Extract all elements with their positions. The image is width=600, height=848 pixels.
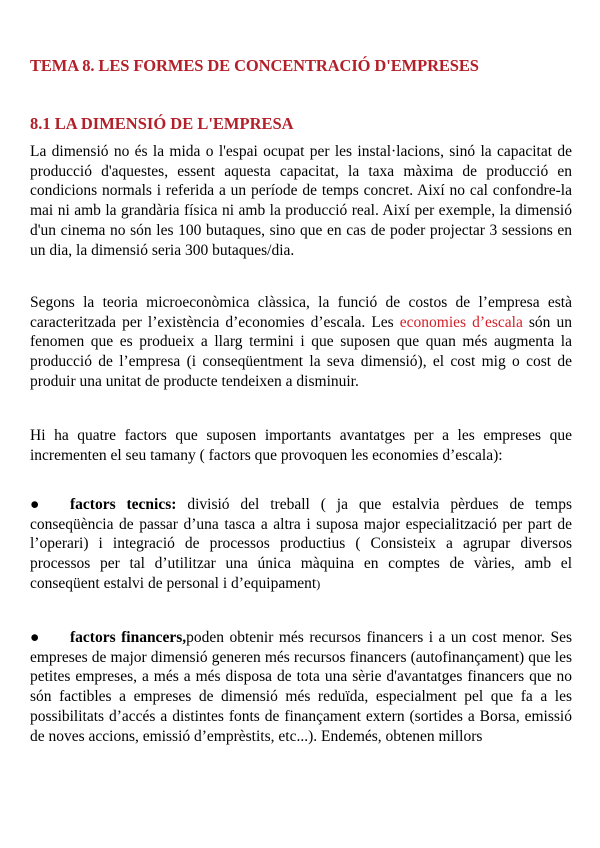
paragraph3-text: Hi ha quatre factors que suposen importants avantatges per a les empreses que incrementen el seu tamany ( factors que provoquen les economies d’escala): [30, 427, 572, 464]
bullet2-text: poden obtenir més recursos financers i a un cost menor. Ses empreses de major dimensió generen més recursos financers (autofinançament) que les petites empreses, a més a més disposa de tota una sèrie d'avantatges financers que no són factibles a empreses de dimensió més reduïda, especialment pel que fa a les possibilitats d’accés a distintes fonts de finançament extern (sortides a Borsa, emissió de noves accions, emissió d’emprèstits, etc...). Endemés, obtenen millors [30, 629, 572, 745]
section-heading: 8.1 LA DIMENSIÓ DE L'EMPRESA [30, 114, 294, 133]
paragraph-economies-of-scale [30, 293, 572, 392]
bullet1-close: ) [316, 576, 321, 591]
bullet-marker: ● [30, 629, 40, 646]
paragraph2-text-before: Segons la teoria microeconòmica clàssica, la funció de costos de l’empresa està caracteritzada per l’existència d’economies d’escala. Les [30, 294, 572, 331]
bullet-technical-factors [30, 495, 572, 595]
paragraph-four-factors [30, 426, 572, 465]
bullet1-term: factors tecnics: [70, 496, 177, 513]
bullet-marker: ● [30, 496, 40, 513]
paragraph2-text-after: són un fenomen que es produeix a llarg termini i que suposen que quan més augmenta la producció de l’empresa (i conseqüentment la seva dimensió), el cost mig o cost de produir una unitat de producte tendeixen a disminuir. [30, 313, 572, 390]
document-title: TEMA 8. LES FORMES DE CONCENTRACIÓ D'EMPRESES [30, 56, 479, 75]
economies-of-scale-term: economies d’escala [399, 313, 523, 331]
paragraph-dimension-definition [30, 142, 572, 260]
bullet-financial-factors [30, 628, 572, 746]
paragraph1-text: La dimensió no és la mida o l'espai ocupat per les instal·lacions, sinó la capacitat de producció d'aquestes, essent aquesta capacitat, la taxa màxima de producció en condicions normals i referida a un període de temps concret. Així no cal confondre-la mai ni amb la grandària física ni amb la producció real. Així per exemple, la dimensió d'un cinema no són les 100 butaques, sino que en cas de poder projectar 3 sessions en un dia, la dimensió seria 300 butaques/dia. [30, 143, 572, 259]
bullet2-term: factors financers, [70, 629, 187, 646]
bullet1-text: divisió del treball ( ja que estalvia pèrdues de temps conseqüència de passar d’una tasca a altra i suposa major especialització per part de l’operari) i integració de processos productius ( Consisteix a agrupar diversos processos per tal d’utilitzar una única màquina en comptes de vàries, amb el conseqüent estalvi de personal i d’equipament [30, 496, 572, 592]
